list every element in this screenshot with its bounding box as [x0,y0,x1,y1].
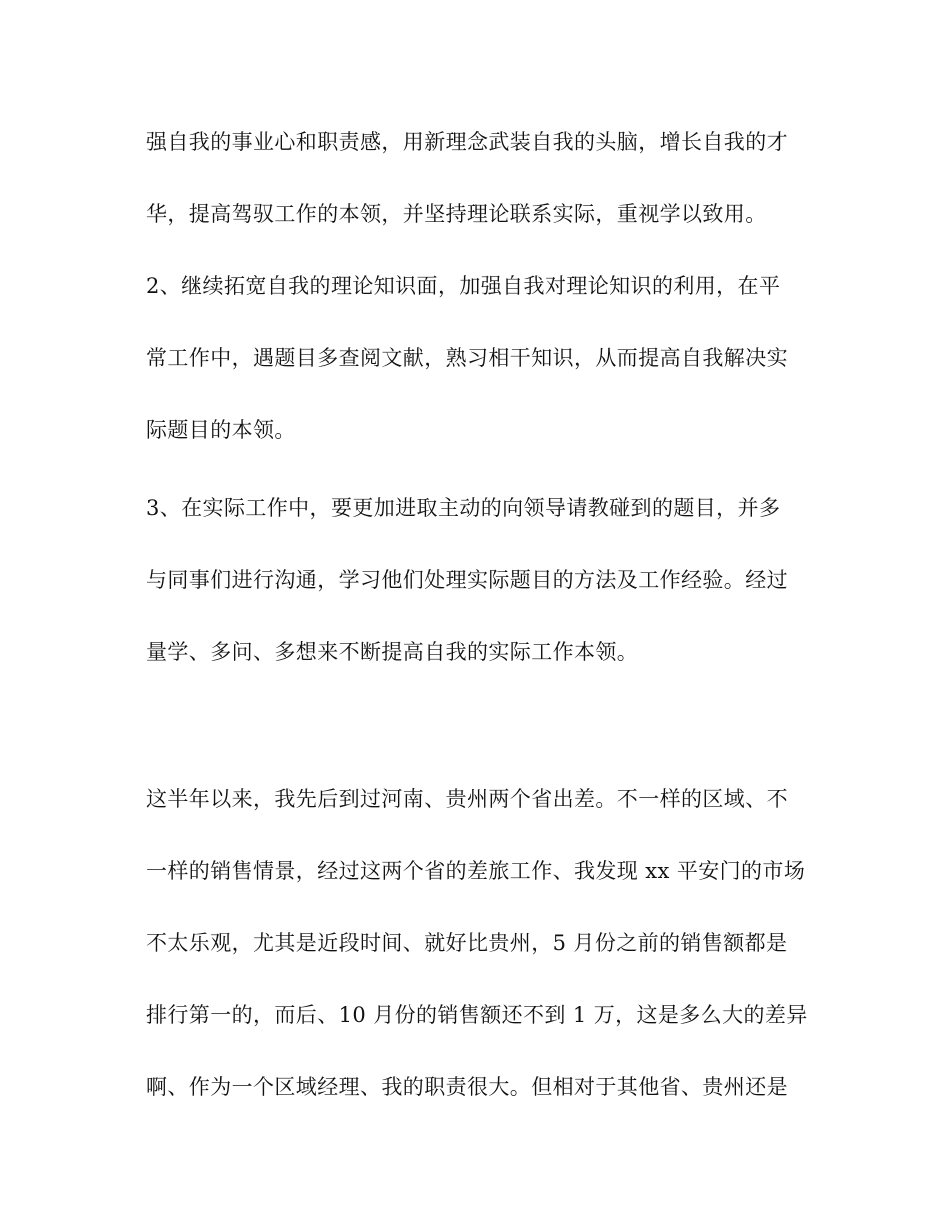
text-line: 不太乐观，尤其是近段时间、就好比贵州，5 月份之前的销售额都是 [146,931,788,955]
text-line: 2、继续拓宽自我的理论知识面，加强自我对理论知识的利用，在平 [146,274,781,298]
text-line: 排行第一的，而后、10 月份的销售额还不到 1 万，这是多么大的差异 [146,1003,808,1027]
text-line: 华，提高驾驭工作的本领，并坚持理论联系实际，重视学以致用。 [146,202,767,226]
text-line: 3、在实际工作中，要更加进取主动的向领导请教碰到的题目，并多 [146,496,781,520]
text-line: 际题目的本领。 [146,418,296,442]
text-line: 量学、多问、多想来不断提高自我的实际工作本领。 [146,640,639,664]
text-line: 常工作中，遇题目多查阅文献，熟习相干知识，从而提高自我解决实 [146,346,788,370]
text-line: 强自我的事业心和职责感，用新理念武装自我的头脑，增长自我的才 [146,130,788,154]
text-line: 啊、作为一个区域经理、我的职责很大。但相对于其他省、贵州还是 [146,1075,788,1099]
text-line: 一样的销售情景，经过这两个省的差旅工作、我发现 xx 平安门的市场 [146,859,806,883]
text-line: 这半年以来，我先后到过河南、贵州两个省出差。不一样的区域、不 [146,787,788,811]
text-line: 与同事们进行沟通，学习他们处理实际题目的方法及工作经验。经过 [146,568,788,592]
